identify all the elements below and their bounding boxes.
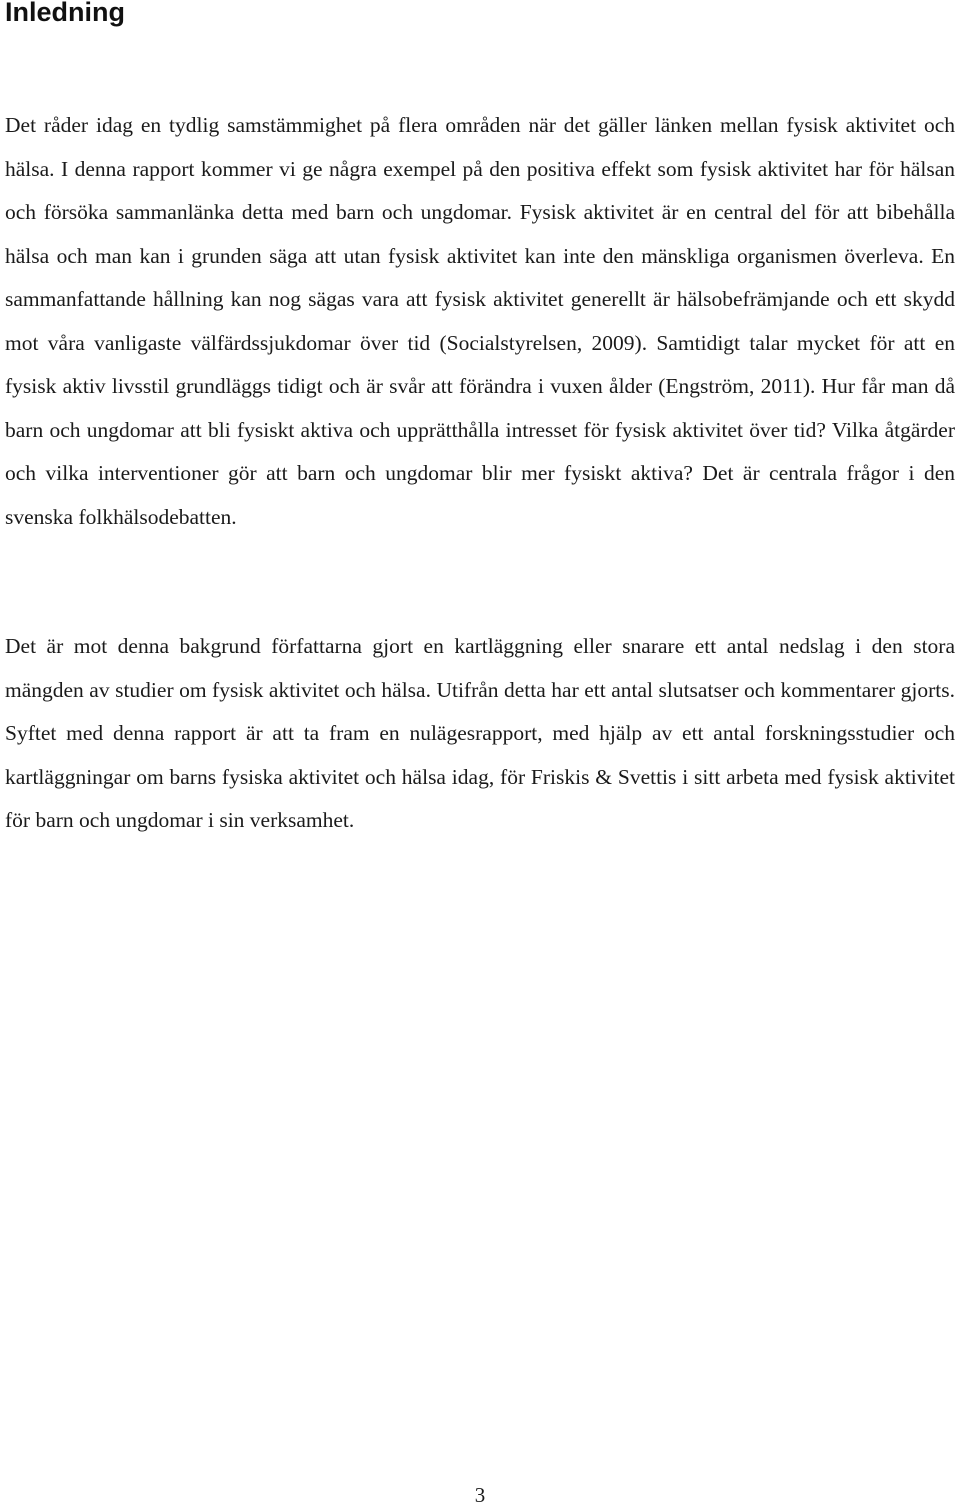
page-number: 3: [474, 1483, 486, 1507]
body-paragraph-1: Det råder idag en tydlig samstämmighet på flera områden när det gäller länken mellan fysisk aktivitet och hälsa. I denna rapport kommer vi ge några exempel på den positiva effekt som fysisk aktivitet har för hälsan och försöka sammanlänka detta med barn och ungdomar. Fysisk aktivitet är en central del för att bibehålla hälsa och man kan i grunden säga att utan fysisk aktivitet kan inte den mänskliga organismen överleva. En sammanfattande hållning kan nog sägas vara att fysisk aktivitet generellt är hälsobefrämjande och ett skydd mot våra vanligaste välfärdssjukdomar över tid (Socialstyrelsen, 2009). Samtidigt talar mycket för att en fysisk aktiv livsstil grundläggs tidigt och är svår att förändra i vuxen ålder (Engström, 2011). Hur får man då barn och ungdomar att bli fysiskt aktiva och upprätthålla intresset för fysisk aktivitet över tid? Vilka åtgärder och vilka interventioner gör att barn och ungdomar blir mer fysiskt aktiva? Det är centrala frågor i den svenska folkhälsodebatten.: [5, 113, 955, 529]
body-paragraph-2: Det är mot denna bakgrund författarna gjort en kartläggning eller snarare ett antal nedslag i den stora mängden av studier om fysisk aktivitet och hälsa. Utifrån detta har ett antal slutsatser och kommentarer gjorts. Syftet med denna rapport är att ta fram en nulägesrapport, med hjälp av ett antal forskningsstudier och kartläggningar om barns fysiska aktivitet och hälsa idag, för Friskis & Svettis i sitt arbeta med fysisk aktivitet för barn och ungdomar i sin verksamhet.: [5, 634, 955, 832]
section-heading: Inledning: [5, 0, 125, 27]
